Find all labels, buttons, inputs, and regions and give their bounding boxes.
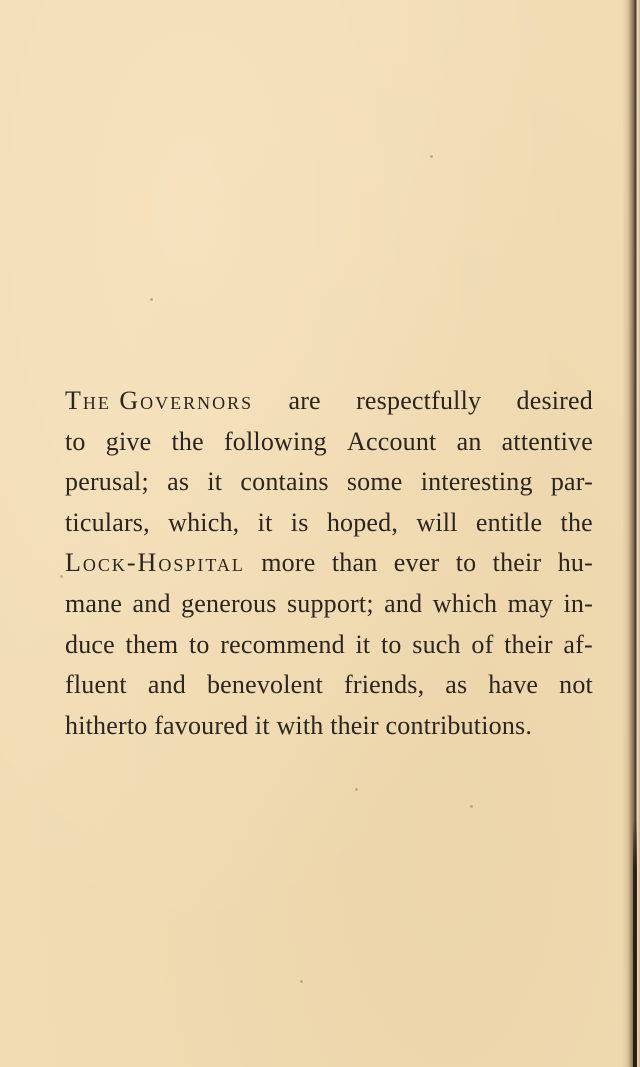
paper-speck	[150, 298, 153, 301]
paper-speck	[430, 155, 433, 158]
word: ever	[393, 548, 440, 578]
word: support;	[286, 588, 374, 618]
word: will	[416, 507, 458, 537]
word: it	[257, 507, 273, 537]
word: af-	[563, 629, 593, 659]
word: interesting	[420, 467, 533, 497]
paper-speck	[300, 980, 303, 983]
word: favoured	[154, 710, 249, 740]
word: ticulars,	[65, 507, 150, 537]
word: to	[455, 548, 477, 578]
paper-speck	[355, 788, 358, 791]
word: entitle	[475, 507, 543, 537]
word: it	[254, 710, 270, 740]
word: and	[132, 588, 171, 618]
word: Account	[346, 426, 437, 456]
word: with	[276, 710, 324, 740]
word: par-	[550, 467, 593, 497]
word: friends,	[343, 670, 425, 700]
word: to	[65, 426, 86, 456]
governors-phrase: The Governors	[65, 386, 254, 415]
text-line-1	[65, 381, 593, 422]
word: it	[355, 629, 371, 659]
word: desired	[516, 386, 593, 415]
text-line-3	[65, 462, 593, 503]
lock-hospital-name: Lock-Hospital	[65, 548, 245, 578]
body-paragraph	[65, 381, 593, 746]
word: are	[288, 386, 321, 415]
text-line-2	[65, 422, 593, 463]
word: generous	[181, 588, 277, 618]
word: perusal;	[65, 467, 149, 497]
word: them	[125, 629, 179, 659]
word: hu-	[557, 548, 593, 578]
word: to	[380, 629, 402, 659]
word: hoped,	[326, 507, 399, 537]
word: it	[207, 467, 223, 497]
word: fluent	[65, 670, 127, 700]
word: an	[456, 426, 482, 456]
word: their	[330, 710, 379, 740]
word: respectfully	[356, 386, 482, 415]
word: the	[560, 507, 593, 537]
word: attentive	[501, 426, 593, 456]
word: which,	[168, 507, 240, 537]
text-line-7	[65, 625, 593, 666]
paper-speck	[470, 805, 473, 808]
text-line-4	[65, 503, 593, 544]
word: the	[171, 426, 204, 456]
word: benevolent	[206, 670, 324, 700]
word: and	[384, 588, 423, 618]
word: of	[471, 629, 494, 659]
word: more	[261, 548, 316, 578]
word: not	[559, 670, 593, 700]
word: contributions.	[385, 710, 533, 740]
word: some	[346, 467, 403, 497]
word: give	[105, 426, 152, 456]
word: their	[492, 548, 542, 578]
word: and	[147, 670, 186, 700]
word: following	[223, 426, 327, 456]
word: have	[488, 670, 539, 700]
word: mane	[65, 588, 123, 618]
paper-speck	[60, 575, 63, 578]
word: such	[412, 629, 461, 659]
word: to	[189, 629, 210, 659]
word: which	[432, 588, 498, 618]
word: may	[507, 588, 554, 618]
text-line-9	[65, 706, 593, 747]
word: as	[445, 670, 468, 700]
word: than	[331, 548, 378, 578]
text-line-5	[65, 543, 593, 584]
word: hitherto	[65, 710, 148, 740]
word: contains	[240, 467, 329, 497]
word: as	[167, 467, 190, 497]
word: is	[290, 507, 309, 537]
text-line-6	[65, 584, 593, 625]
word: their	[504, 629, 553, 659]
word: duce	[65, 629, 115, 659]
page-edge-shadow	[622, 0, 640, 1067]
text-line-8	[65, 665, 593, 706]
word: in-	[563, 588, 593, 618]
word: recommend	[220, 629, 345, 659]
binding-shadow	[633, 820, 637, 1067]
